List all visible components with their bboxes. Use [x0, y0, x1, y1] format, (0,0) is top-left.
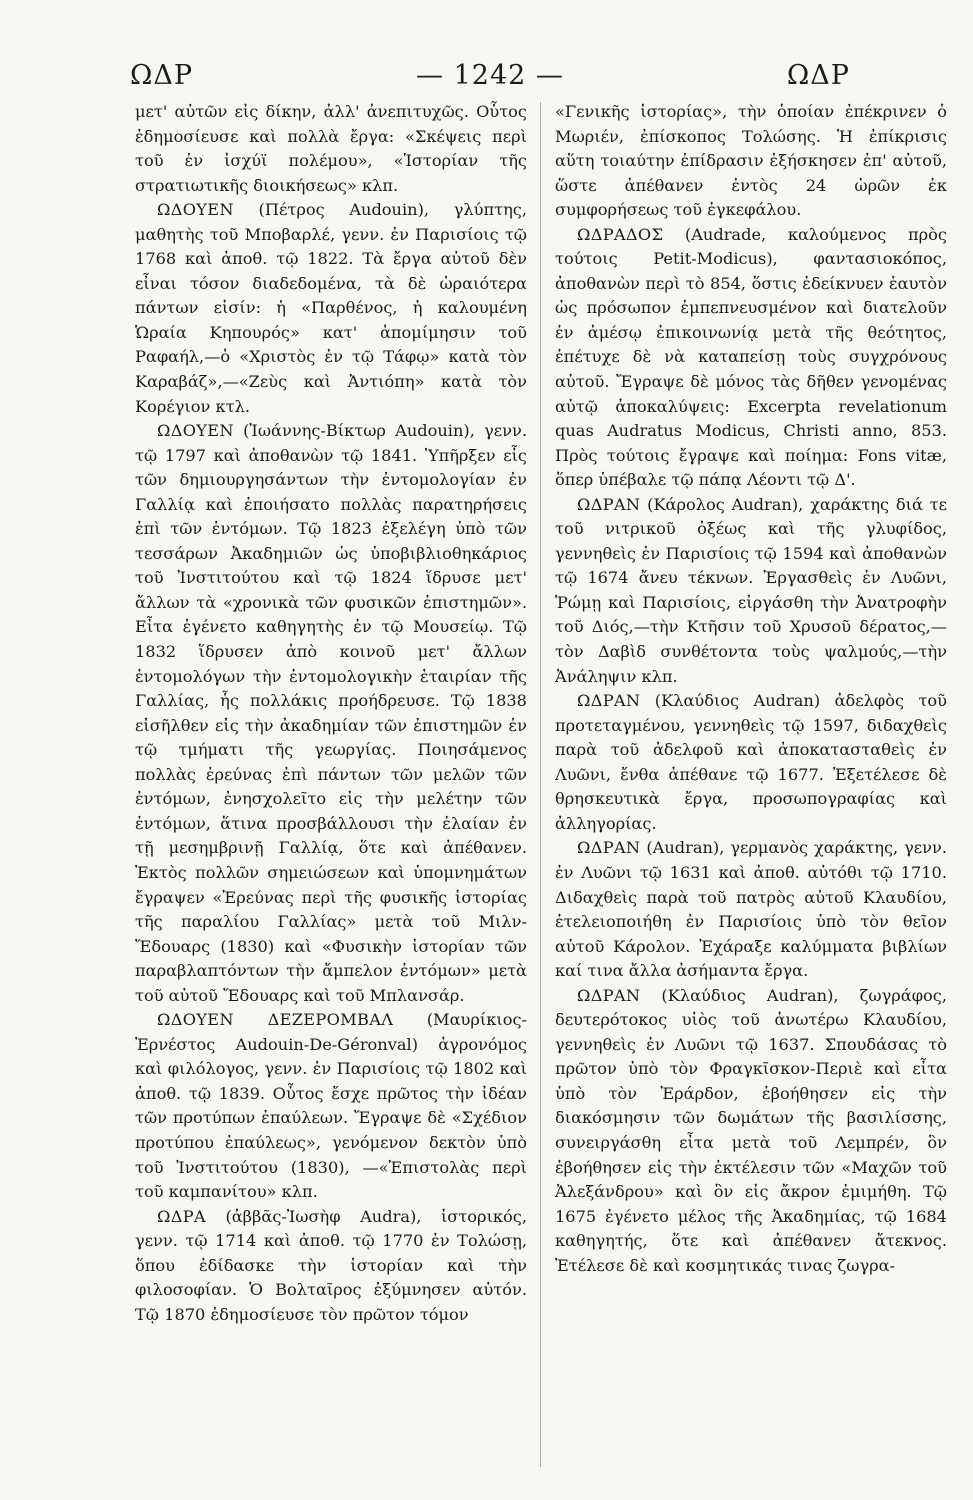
entry-text: (Ἰωάννης-Βίκτωρ Audouin), γενν. τῷ 1797 καὶ ἀποθανὼν τῷ 1841. Ὑπῆρξεν εἷς τῶν δημιουργησάντων τὴν ἐντομολογίαν ἐν Γαλλίᾳ καὶ ἐποιήσατο πολλὰς παρατηρήσεις ἐπὶ τῶν ἐντόμων. Τῷ 1823 ἐξελέγη ὑπὸ τῶν τεσσάρων Ἀκαδημιῶν ὡς ὑποβιβλιοθηκάριος τοῦ Ἰνστιτούτου καὶ τῷ 1824 ἵδρυσε μετ' ἄλλων τὰ «χρονικὰ τῶν φυσικῶν ἐπιστημῶν». Εἶτα ἐγένετο καθηγητὴς ἐν τῷ Μουσείῳ. Τῷ 1832 ἵδρυσεν ἀπὸ κοινοῦ μετ' ἄλλων ἐντομολόγων τὴν ἐντομολογικὴν ἑταιρίαν τῆς Γαλλίας, ἧς πολλάκις προήδρευσε. Τῷ 1838 εἰσῆλθεν εἰς τὴν ἀκαδημίαν τῶν ἐπιστημῶν ἐν τῷ τμήματι τῆς γεωργίας. Ποιησάμενος πολλὰς ἐρεύνας ἐπὶ πάντων τῶν μελῶν τῶν ἐντόμων, ἐνησχολεῖτο εἰς τὴν μελέτην τῶν ἐντόμων, ἅτινα προσβάλλουσι τὴν ἐλαίαν ἐν τῇ μεσημβρινῇ Γαλλίᾳ, ὅτε καὶ ἀπέθανεν. Ἐκτὸς πολλῶν σημειώσεων καὶ ὑπομνημάτων ἔγραψεν «Ἐρεύνας περὶ τῆς φυσικῆς ἱστορίας τῆς παραλίου Γαλλίας» μετὰ τοῦ Μιλν-Ἔδουαρς (1830) καὶ «Φυσικὴν ἱστορίαν τῶν παραβλαπτόντων τὴν ἄμπελον ἐντόμων» μετὰ τοῦ αὐτοῦ Ἔδουαρς καὶ τοῦ Μπλανσάρ.: [135, 421, 527, 1005]
entry-text: (Κλαύδιος Audran) ἀδελφὸς τοῦ προτεταγμένου, γεννηθεὶς τῷ 1597, διδαχθεὶς παρὰ τοῦ ἀδελφοῦ καὶ ἀποκατασταθεὶς ἐν Λυῶνι, ἔνθα ἀπέθανε τῷ 1677. Ἐξετέλεσε δὲ θρησκευτικὰ ἔργα, προσωπογραφίας καὶ ἀλληγορίας.: [555, 691, 947, 833]
entry-headword: ΩΔΡΑΔΟΣ: [577, 224, 664, 244]
dictionary-entry: [135, 198, 527, 419]
entry-headword: ΩΔΟΥΕΝ ΔΕΖΕΡΟΜΒΑΛ: [157, 1010, 394, 1030]
page-number: — 1242 —: [416, 59, 564, 91]
dictionary-entry: [555, 984, 947, 1279]
dictionary-entry: [555, 223, 947, 493]
dictionary-entry: [135, 1205, 527, 1328]
left-column: [135, 100, 527, 1466]
entry-headword: ΩΔΡΑΝ: [577, 494, 641, 514]
entry-headword: ΩΔΡΑΝ: [577, 691, 641, 711]
entry-headword: ΩΔΡΑΝ: [577, 985, 641, 1005]
entry-headword: ΩΔΟΥΕΝ: [157, 421, 234, 441]
entry-text: (Μαυρίκιος-Ἐρνέστος Audouin-De-Géronval) ἀγρονόμος καὶ φιλόλογος, γενν. ἐν Παρισίοις τῷ 1802 καὶ ἀποθ. τῷ 1839. Οὗτος ἔσχε πρῶτος τὴν ἰδέαν τῶν προτύπων ἐπαύλεων. Ἔγραψε δὲ «Σχέδιον προτύπου ἐπαύλεως», γενόμενον δεκτὸν ὑπὸ τοῦ Ἰνστιτούτου (1830), —«Ἐπιστολὰς περὶ τοῦ καμπανίτου» κλπ.: [135, 1010, 527, 1202]
running-header: [130, 50, 850, 100]
dictionary-entry: [555, 836, 947, 983]
dictionary-entry: [135, 419, 527, 1008]
entry-headword: ΩΔΡΑΝ: [577, 838, 641, 858]
entry-text: (Audran), γερμανὸς χαράκτης, γενν. ἐν Λυῶνι τῷ 1631 καὶ ἀποθ. αὐτόθι τῷ 1710. Διδαχθεὶς παρὰ τοῦ πατρὸς αὐτοῦ Κλαυδίου, ἐτελειοποιήθη ἐν Παρισίοις ὑπὸ τὸν θεῖον αὐτοῦ Κάρολον. Ἐχάραξε καλύμματα βιβλίων καί τινα ἄλλα ἀσήμαντα ἔργα.: [555, 838, 947, 981]
entry-text: (Πέτρος Audouin), γλύπτης, μαθητὴς τοῦ Μποβαρλέ, γενν. ἐν Παρισίοις τῷ 1768 καὶ ἀποθ. τῷ 1822. Τὰ ἔργα αὐτοῦ δὲν εἶναι τόσον διαδεδομένα, τὰ δὲ ὡραιότερα πάντων εἰσίν: ἡ «Παρθένος, ἡ καλουμένη Ὡραία Κηπουρός» κατ' ἀπομίμησιν τοῦ Ραφαήλ,—ὁ «Χριστὸς ἐν τῷ Τάφῳ» κατὰ τὸν Καραβάζ»,—«Ζεὺς καὶ Ἀντιόπη» κατὰ τὸν Κορέγιον κτλ.: [135, 200, 527, 416]
entry-text: (Κάρολος Audran), χαράκτης διά τε τοῦ νιτρικοῦ ὀξέως καὶ τῆς γλυφίδος, γεννηθεὶς ἐν Παρισίοις τῷ 1594 καὶ ἀποθανὼν τῷ 1674 ἄνευ τέκνων. Ἐργασθεὶς ἐν Λυῶνι, Ῥώμῃ καὶ Παρισίοις, εἰργάσθη τὴν Ἀνατροφὴν τοῦ Διός,—τὴν Κτῆσιν τοῦ Χρυσοῦ δέρατος,—τὸν Δαβὶδ συνθέτοντα τοὺς ψαλμούς,—τὴν Ἀνάληψιν κλπ.: [555, 494, 947, 686]
entry-text: (Κλαύδιος Audran), ζωγράφος, δευτερότοκος υἱὸς τοῦ ἀνωτέρω Κλαυδίου, γεννηθεὶς ἐν Λυῶνι τῷ 1637. Σπουδάσας τὸ πρῶτον ὑπὸ τὸν Φραγκῖσκον-Περιὲ καὶ εἶτα ὑπὸ τὸν Ἐράρδον, ἐβοήθησεν εἰς τὴν διακόσμησιν τῶν δωμάτων τῆς βασιλίσσης, συνειργάσθη εἶτα μετὰ τοῦ Λεμπρέν, ὃν ἐβοήθησεν εἰς τὴν ἐκτέλεσιν τῶν «Μαχῶν τοῦ Ἀλεξάνδρου» καὶ ὃν εἰς ἄκρον ἐμιμήθη. Τῷ 1675 ἐγένετο μέλος τῆς Ἀκαδημίας, τῷ 1684 καθηγητής, ὅτε καὶ ἀπέθανεν ἄτεκνος. Ἐτέλεσε δὲ καὶ κοσμητικάς τινας ζωγρα-: [555, 985, 947, 1275]
dictionary-entry: [135, 1008, 527, 1204]
entry-headword: ΩΔΟΥΕΝ: [157, 200, 234, 220]
entry-text: μετ' αὐτῶν εἰς δίκην, ἀλλ' ἀνεπιτυχῶς. Οὗτος ἐδημοσίευσε καὶ πολλὰ ἔργα: «Σκέψεις περὶ τοῦ ἐν ἰσχύϊ πολέμου», «Ἱστορίαν τῆς στρατιωτικῆς διοικήσεως» κλπ.: [135, 102, 527, 195]
entry-text: (ἀββᾶς-Ἰωσὴφ Audra), ἱστορικός, γενν. τῷ 1714 καὶ ἀποθ. τῷ 1770 ἐν Τολώσῃ, ὅπου ἐδίδασκε τὴν ἱστορίαν καὶ τὴν φιλοσοφίαν. Ὁ Βολταῖρος ἐξύμνησεν αὐτόν. Τῷ 1870 ἐδημοσίευσε τὸν πρῶτον τόμον: [135, 1206, 527, 1324]
dictionary-entry: [555, 689, 947, 836]
header-right-word: ΩΔΡ: [786, 59, 850, 91]
entry-continuation: [555, 100, 947, 223]
dictionary-entry: [555, 493, 947, 689]
entry-text: «Γενικῆς ἱστορίας», τὴν ὁποίαν ἐπέκρινεν ὁ Μωριέν, ἐπίσκοπος Τολώσης. Ἡ ἐπίκρισις αὕτη τοιαύτην ἐπίδρασιν ἐξήσκησεν ἐπ' αὐτοῦ, ὥστε ἀπέθανεν ἐντὸς 24 ὡρῶν ἐκ συμφορήσεως τοῦ ἐγκεφάλου.: [555, 102, 947, 220]
right-column: [555, 100, 947, 1466]
entry-headword: ΩΔΡΑ: [157, 1206, 206, 1226]
entry-continuation: [135, 100, 527, 198]
header-left-word: ΩΔΡ: [130, 59, 194, 91]
column-divider: [540, 102, 541, 1467]
entry-text: (Audrade, καλούμενος πρὸς τούτοις Petit-Modicus), φαντασιοκόπος, ἀποθανὼν περὶ τὸ 854, ὅστις ἐδείκνυεν ἑαυτὸν ὡς πρόσωπον ἐμπεπνευσμένον καὶ διατελοῦν ἐν ἀμέσῳ ἐπικοινωνίᾳ μετὰ τῆς θεότητος, ἐπέτυχε δὲ νὰ καταπείσῃ τοὺς συγχρόνους αὐτοῦ. Ἔγραψε δὲ μόνος τὰς δῆθεν γενομένας αὐτῷ ἀποκαλύψεις: Excerpta revelationum quas Audratus Modicus, Christi anno, 853. Πρὸς τούτοις ἔγραψε καὶ ποίημα: Fons vitæ, ὅπερ ὑπέβαλε τῷ πάπᾳ Λέοντι τῷ Δ'.: [555, 224, 947, 490]
